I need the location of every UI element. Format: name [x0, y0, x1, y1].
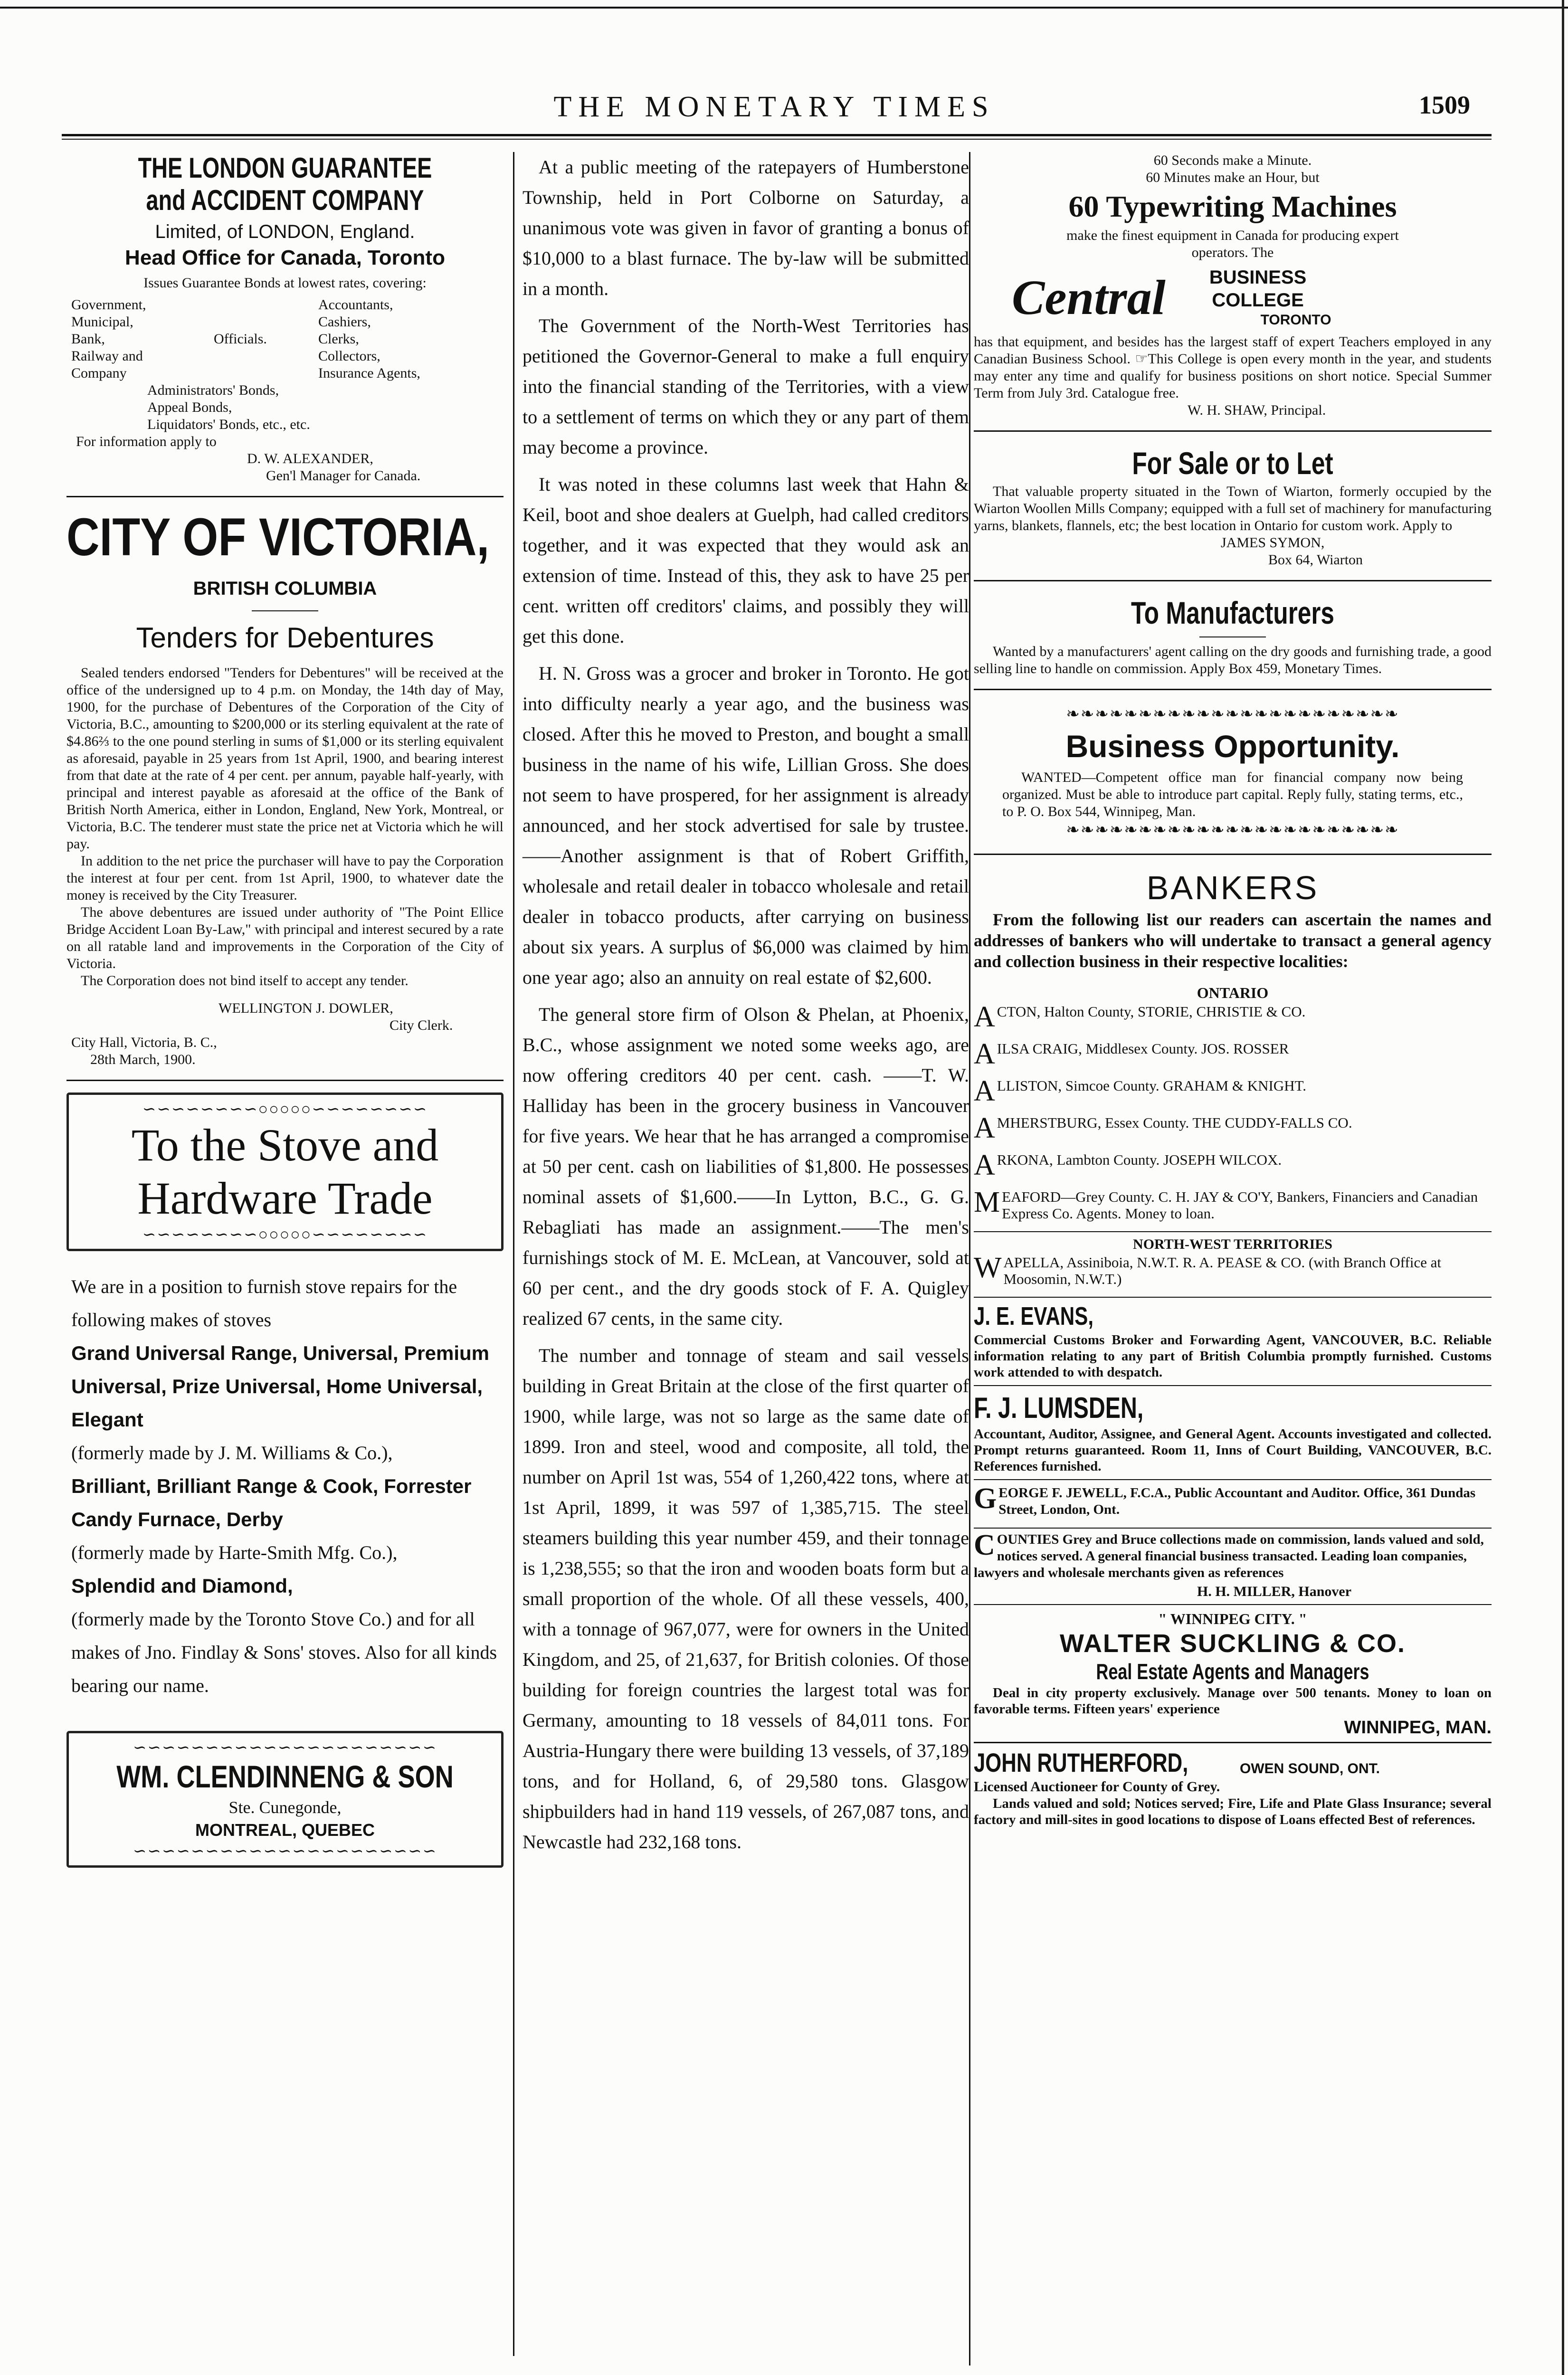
- ad-text: (formerly made by the Toronto Stove Co.) and for all makes of Jno. Findlay & Sons' stoves. Also for all kinds bearing our name.: [71, 1608, 497, 1696]
- top-border: [0, 7, 1568, 9]
- list-item: Insurance Agents,: [318, 365, 420, 381]
- agent-entry: [974, 1482, 1492, 1518]
- ad-text: make the finest equipment in Canada for producing expert operators. The: [1066, 228, 1399, 260]
- notice-body: In addition to the net price the purchaser will have to pay the Corporation the interest at four per cent. from 1st April, 1900, to whatever date the money is received by the City Treasurer.: [67, 853, 504, 903]
- agent-text: EORGE F. JEWELL, F.C.A., Public Accountant and Auditor. Office, 361 Dundas Street, London, Ont.: [998, 1485, 1476, 1517]
- agent-city: OWEN SOUND, ONT.: [1240, 1761, 1380, 1776]
- agent-text: Commercial Customs Broker and Forwarding Agent, VANCOUVER, B.C. Reliable information relating to any part of British Columbia promptly furnished. Customs work attended to with despatch.: [974, 1332, 1492, 1380]
- page-header: [62, 86, 1487, 128]
- region-heading: NORTH-WEST TERRITORIES: [1133, 1236, 1332, 1252]
- ad-text: We are in a position to furnish stove repairs for the following makes of stoves: [71, 1276, 457, 1330]
- column-middle: [523, 152, 969, 1864]
- ornament-border: ∽∽∽∽∽∽∽∽○○○○○∽∽∽∽∽∽∽∽: [142, 1226, 428, 1244]
- coverage-list: [71, 296, 504, 382]
- divider: [67, 496, 504, 497]
- business-opportunity-ad: [974, 702, 1492, 842]
- ad-title: For Sale or to Let: [1132, 446, 1333, 481]
- banker-text: MHERSTBURG, Essex County. THE CUDDY-FALLS CO.: [997, 1114, 1352, 1131]
- victoria-tender-notice: [67, 509, 504, 1068]
- stove-brands: Grand Universal Range, Universal, Premium Universal, Prize Universal, Home Universal, Elegant: [71, 1342, 489, 1431]
- drop-cap: A: [974, 1075, 995, 1107]
- ad-text: Wanted by a manufacturers' agent calling on the dry goods and furnishing trade, a good selling line to handle on commission. Apply Box 459, Monetary Times.: [974, 644, 1492, 676]
- article-paragraph: The number and tonnage of steam and sail vessels building in Great Britain at the close of the first quarter of 1900, while large, was not so large as the same date of 1899. Iron and steel, wood and composite, all told, the number on April 1st was, 554 of 1,260,422 tons, where at 1st April, 1899, it was 597 of 1,385,715. The steel steamers building this year number 459, and their tonnage is 1,238,555; so that the iron and wooden boats form but a small proportion of the whole. Of all these vessels, 400, with a tonnage of 967,077, were for owners in the United Kingdom, and 25, of 21,637, for British colonies. Of those building for foreign countries the largest total was for Germany, amounting to 18 vessels of 84,011 tons. For Austria-Hungary there were building 13 vessels, of 37,189 tons, and for Holland, 6, of 29,580 tons. Glasgow shipbuilders had in hand 119 vessels, of 267,087 tons, and Newcastle had 232,168 tons.: [523, 1345, 969, 1852]
- agent-signature: H. H. MILLER, Hanover: [1197, 1584, 1352, 1599]
- banker-entry: [974, 1188, 1492, 1222]
- agent-text: Accountant, Auditor, Assignee, and General Agent. Accounts investigated and collected. Prompt returns guaranteed. Room 11, Inns of Court Building, VANCOUVER, B.C. References furnished.: [974, 1426, 1492, 1474]
- ad-title: Hardware Trade: [137, 1173, 433, 1224]
- banker-text: APELLA, Assiniboia, N.W.T. R. A. PEASE & CO. (with Branch Office at Moosomin, N.W.T.): [1003, 1254, 1442, 1287]
- notice-body: The above debentures are issued under authority of "The Point Ellice Bridge Accident Loan By-Law," with principal and interest secured by a rate on all ratable land and improvements in the Corporation of the City of Victoria.: [67, 904, 504, 971]
- ornament-border: ❧❧❧❧❧❧❧❧❧❧❧❧❧❧❧❧❧❧❧❧❧❧❧: [1066, 821, 1399, 839]
- agent-city: WINNIPEG, MAN.: [1344, 1718, 1492, 1738]
- college-word: BUSINESS: [1209, 267, 1307, 288]
- banker-text: RKONA, Lambton County. JOSEPH WILCOX.: [997, 1151, 1282, 1168]
- header-rule: [62, 134, 1492, 136]
- list-item: Administrators' Bonds,: [147, 382, 279, 398]
- college-city: TORONTO: [1260, 312, 1331, 328]
- notice-body: Sealed tenders endorsed "Tenders for Debentures" will be received at the office of the undersigned up to 4 p.m. on Monday, the 14th day of May, 1900, for the purchase of Debentures of the Corporation of the City of Victoria, B.C., amounting to $200,000 or its sterling equivalent at the rate of $4.86⅔ to the one pound sterling in sums of $1,000 or its sterling equivalent as aforesaid, payable in 25 years from 1st April, 1900, and bearing interest from that date at the rate of 4 per cent. per annum, payable half-yearly, with principal and interest payable as aforesaid at the office of the Bank of British North America, either in London, England, New York, Montreal, or Victoria, B.C. The tenderer must state the price net at Victoria which he will pay.: [67, 665, 504, 852]
- ad-title: To Manufacturers: [1131, 595, 1335, 630]
- list-item: Company: [71, 365, 127, 381]
- agent-text: OUNTIES Grey and Bruce collections made on commission, lands valued and sold, notices served. A general financial business transacted. Leading loan companies, lawyers and wholesale merchants given as references: [974, 1532, 1484, 1580]
- article-paragraph: The Government of the North-West Territories has petitioned the Governor-General to make a full enquiry into the financial standing of the Territories, with a view to a settlement of terms on which they or any part of them may become a province.: [523, 315, 969, 458]
- stove-trade-ad: [67, 1092, 504, 1251]
- ornament-border: ∽∽∽∽∽∽∽∽∽∽∽∽∽∽∽∽∽∽∽∽∽: [133, 1843, 437, 1860]
- agent-name: WALTER SUCKLING & CO.: [1060, 1629, 1406, 1658]
- stove-ad-body: [67, 1251, 504, 1702]
- ad-subtitle: Limited, of LONDON, England.: [155, 221, 415, 242]
- divider: [1199, 636, 1266, 637]
- notice-title: CITY OF VICTORIA,: [67, 507, 490, 567]
- list-item: Liquidators' Bonds, etc., etc.: [147, 417, 310, 432]
- ad-text: has that equipment, and besides has the largest staff of expert Teachers employed in any Canadian Business School. ☞This College is open every month in the year, and students may enter any time and qualify for business positions on short notice. Special Summer Term from July 3rd. Catalogue free.: [974, 334, 1492, 401]
- stove-brands: Brilliant, Brilliant Range & Cook, Forrester Candy Furnace, Derby: [71, 1475, 472, 1530]
- column-right: [974, 152, 1492, 1828]
- drop-cap: A: [974, 1038, 995, 1070]
- ad-contact-role: Gen'l Manager for Canada.: [266, 468, 421, 484]
- banker-text: LLISTON, Simcoe County. GRAHAM & KNIGHT.: [997, 1077, 1307, 1094]
- banker-entry: [974, 1151, 1492, 1179]
- banker-text: ILSA CRAIG, Middlesex County. JOS. ROSSER: [997, 1040, 1289, 1057]
- agent-text: Deal in city property exclusively. Manage over 500 tenants. Money to loan on favorable terms. Fifteen years' experience: [974, 1685, 1492, 1717]
- ad-text: 60 Minutes make an Hour, but: [1146, 170, 1320, 185]
- ad-headline: 60 Typewriting Machines: [1068, 190, 1397, 223]
- drop-cap: A: [974, 1001, 995, 1033]
- ad-title: THE LONDON GUARANTEE: [138, 152, 432, 184]
- ad-office: Head Office for Canada, Toronto: [125, 246, 445, 269]
- drop-cap: M: [974, 1186, 1000, 1218]
- column-divider: [513, 152, 514, 2356]
- stove-brands: Splendid and Diamond,: [71, 1575, 293, 1597]
- for-sale-ad: [974, 443, 1492, 569]
- divider: [974, 430, 1492, 432]
- ornament-border: ∽∽∽∽∽∽∽∽○○○○○∽∽∽∽∽∽∽∽: [142, 1101, 428, 1118]
- drop-cap: C: [974, 1529, 995, 1561]
- notice-subtitle: BRITISH COLUMBIA: [193, 578, 377, 599]
- divider: [974, 854, 1492, 855]
- college-name: [1185, 266, 1331, 329]
- ad-text: For information apply to: [76, 434, 217, 449]
- header-rule-thin: [62, 139, 1492, 140]
- ad-text: 60 Seconds make a Minute.: [1153, 152, 1312, 168]
- college-word: COLLEGE: [1212, 290, 1304, 311]
- article-paragraph: At a public meeting of the ratepayers of Humberstone Township, held in Port Colborne on Saturday, a unanimous vote was given in favor of granting a bonus of $10,000 to a blast furnace. The by-law will be submitted in a month.: [523, 156, 969, 299]
- ad-contact-name: JAMES SYMON,: [1221, 535, 1325, 551]
- list-item: Bank,: [71, 331, 105, 347]
- college-logo: [974, 266, 1492, 329]
- drop-cap: A: [974, 1112, 995, 1144]
- ad-title: and ACCIDENT COMPANY: [146, 184, 424, 216]
- notice-date: 28th March, 1900.: [90, 1052, 196, 1067]
- agent-text: Lands valued and sold; Notices served; Fire, Life and Plate Glass Insurance; several factory and mill-sites in good locations to dispose of Loans effected Best of references.: [974, 1796, 1492, 1827]
- column-divider: [969, 152, 970, 2366]
- london-guarantee-ad: [67, 152, 504, 484]
- ornament-border: ❧❧❧❧❧❧❧❧❧❧❧❧❧❧❧❧❧❧❧❧❧❧❧: [1066, 705, 1399, 723]
- ad-signature: W. H. SHAW, Principal.: [1188, 402, 1326, 418]
- ad-title: Business Opportunity.: [1065, 729, 1400, 764]
- central-wordmark: Central: [1012, 270, 1166, 325]
- section-title: BANKERS: [1146, 869, 1319, 906]
- coverage-left: [71, 296, 214, 382]
- ad-title: To the Stove and: [131, 1120, 439, 1170]
- divider: [974, 689, 1492, 690]
- notice-heading: Tenders for Debentures: [136, 622, 434, 654]
- clendinneng-ad: [67, 1731, 504, 1868]
- column-left: [67, 152, 504, 1868]
- banker-entry: [974, 1114, 1492, 1142]
- agent-name: JOHN RUTHERFORD,: [974, 1748, 1188, 1777]
- coverage-middle: Officials.: [214, 331, 267, 347]
- agent-name: F. J. LUMSDEN,: [974, 1392, 1144, 1425]
- divider: [67, 1080, 504, 1081]
- agent-entry: [974, 1531, 1492, 1581]
- ad-text: Issues Guarantee Bonds at lowest rates, covering:: [143, 275, 427, 291]
- divider: [974, 580, 1492, 581]
- ad-contact-name: D. W. ALEXANDER,: [247, 451, 373, 466]
- bankers-directory: [974, 866, 1492, 1828]
- divider: [252, 610, 318, 611]
- drop-cap: A: [974, 1149, 995, 1181]
- page-number: 1509: [1419, 91, 1470, 119]
- list-item: Cashiers,: [318, 314, 371, 330]
- banker-entry: [974, 1254, 1492, 1287]
- masthead-title: THE MONETARY TIMES: [553, 91, 995, 123]
- coverage-right: [318, 296, 420, 382]
- banker-text: CTON, Halton County, STORIE, CHRISTIE & CO.: [997, 1003, 1306, 1020]
- ad-contact-box: Box 64, Wiarton: [1268, 552, 1363, 568]
- agent-heading: " WINNIPEG CITY. ": [1158, 1610, 1307, 1627]
- rutherford-header: [974, 1747, 1492, 1778]
- ad-text: That valuable property situated in the Town of Wiarton, formerly occupied by the Wiarton Woollen Mills Company; equipped with a full set of machinery for manufacturing yarns, blankets, flannels, etc; the best location in Ontario for custom work. Apply to: [974, 484, 1492, 533]
- list-item: Government,: [71, 297, 146, 313]
- central-business-college-ad: [974, 152, 1492, 419]
- agent-subtitle: Licensed Auctioneer for County of Grey.: [974, 1779, 1220, 1795]
- ornament-border: ∽∽∽∽∽∽∽∽∽∽∽∽∽∽∽∽∽∽∽∽∽: [133, 1739, 437, 1757]
- list-item: Municipal,: [71, 314, 133, 330]
- bond-list: [147, 382, 504, 433]
- ad-text: WANTED—Competent office man for financial company now being organized. Must be able to introduce part capital. Reply fully, stating terms, etc., to P. O. Box 544, Winnipeg, Man.: [1002, 770, 1463, 819]
- list-item: Clerks,: [318, 331, 359, 347]
- article-paragraph: H. N. Gross was a grocer and broker in Toronto. He got into difficulty nearly a year ago, and the business was closed. After this he moved to Preston, and bought a small business in the name of his wife, Lillian Gross. She does not seem to have prospered, for her assignment is already announced, and her stock advertised for sale by trustee.——Another assignment is that of Robert Griffith, wholesale and retail dealer in tobacco wholesale and retail dealer in tobacco products, after carrying on business about six years. A surplus of $6,000 was claimed by him one year ago; also an annuity on real estate of $2,600.: [523, 663, 969, 988]
- notice-place: City Hall, Victoria, B. C.,: [71, 1035, 217, 1050]
- banker-entry: [974, 1077, 1492, 1105]
- agent-subtitle: Real Estate Agents and Managers: [1096, 1659, 1369, 1684]
- article-paragraph: It was noted in these columns last week that Hahn & Keil, boot and shoe dealers at Guelph, had called creditors together, and it was expected that they would ask an extension of time. Instead of this, they ask to have 25 per cent. written off creditors' claims, and possibly they will get this done.: [523, 474, 969, 647]
- ad-text: (formerly made by Harte-Smith Mfg. Co.),: [71, 1542, 398, 1563]
- to-manufacturers-ad: [974, 593, 1492, 677]
- agent-name: J. E. EVANS,: [974, 1302, 1094, 1330]
- region-heading: ONTARIO: [1197, 984, 1269, 1001]
- signer-role: City Clerk.: [390, 1017, 453, 1033]
- list-item: Collectors,: [318, 348, 380, 364]
- article-paragraph: The general store firm of Olson & Phelan, at Phoenix, B.C., whose assignment we noted some weeks ago, are now offering creditors 40 per cent. cash. ——T. W. Halliday has been in the grocery business in Vancouver for five years. We hear that he has arranged a compromise at 50 per cent. cash on liabilities of $1,800. He possesses nominal assets of $1,600.——In Lytton, B.C., G. G. Rebagliati has made an assignment.——The men's furnishings stock of M. E. McLean, at Vancouver, sold at 60 per cent., and the dry goods stock of F. A. Quigley realized 67 cents, in the same city.: [523, 1004, 969, 1329]
- banker-entry: [974, 1003, 1492, 1031]
- banker-entry: [974, 1040, 1492, 1068]
- list-item: Accountants,: [318, 297, 393, 313]
- signer-name: WELLINGTON J. DOWLER,: [219, 1000, 393, 1016]
- list-item: Railway and: [71, 348, 143, 364]
- drop-cap: W: [974, 1252, 1002, 1284]
- firm-city: MONTREAL, QUEBEC: [195, 1820, 375, 1840]
- firm-name: WM. CLENDINNENG & SON: [116, 1759, 454, 1794]
- list-item: Appeal Bonds,: [147, 399, 232, 415]
- right-border: [1562, 0, 1564, 2375]
- banker-text: EAFORD—Grey County. C. H. JAY & CO'Y, Bankers, Financiers and Canadian Express Co. Agents. Money to loan.: [1002, 1188, 1478, 1222]
- ad-text: (formerly made by J. M. Williams & Co.),: [71, 1442, 393, 1463]
- notice-body: The Corporation does not bind itself to accept any tender.: [81, 973, 409, 988]
- drop-cap: G: [974, 1482, 997, 1515]
- section-intro: From the following list our readers can ascertain the names and addresses of bankers who will undertake to transact a general agency and collection business in their respective localities:: [974, 910, 1492, 971]
- firm-street: Ste. Cunegonde,: [228, 1798, 342, 1817]
